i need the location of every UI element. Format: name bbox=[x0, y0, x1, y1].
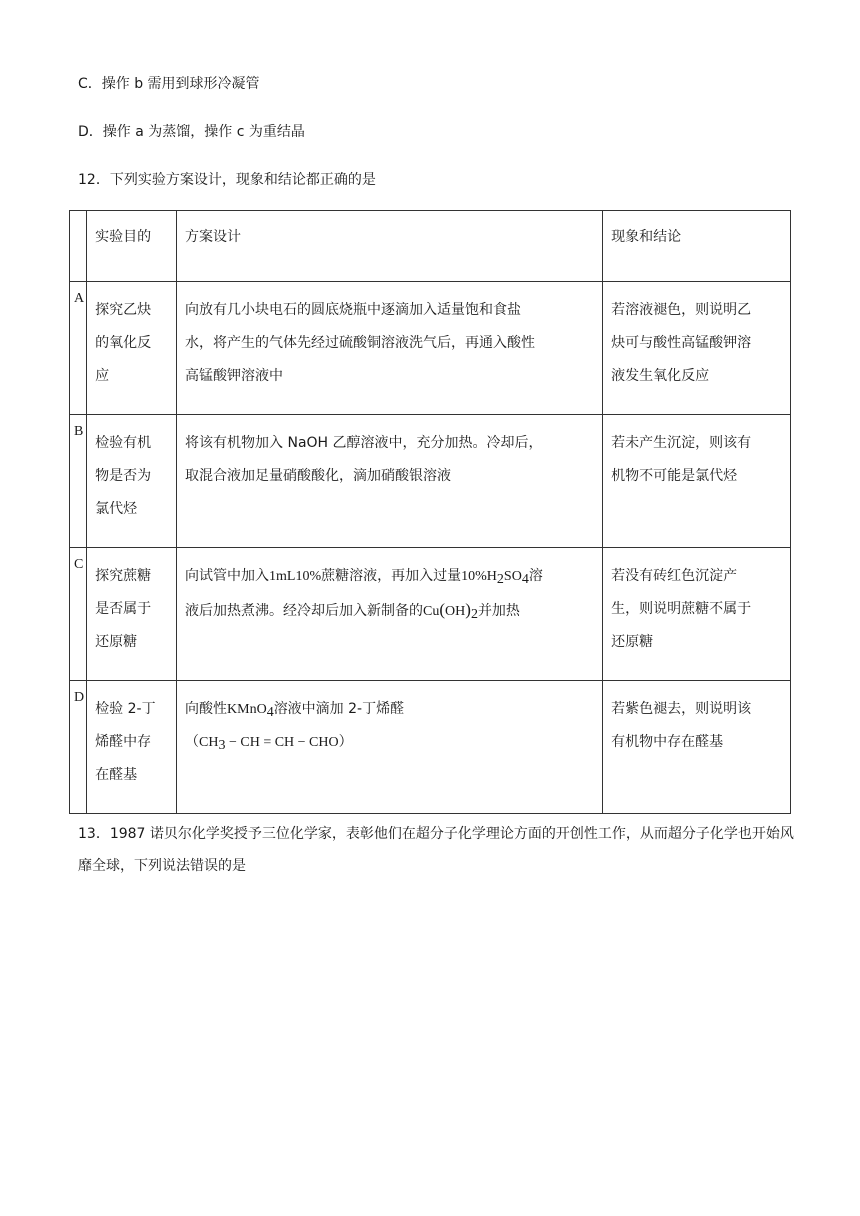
table-header-row bbox=[70, 211, 791, 282]
header-design: 方案设计 bbox=[177, 211, 603, 282]
header-purpose: 实验目的 bbox=[87, 211, 177, 282]
experiment-table bbox=[69, 210, 791, 814]
row-conclusion: 若未产生沉淀，则该有 机物不可能是氯代烃 bbox=[603, 415, 791, 548]
row-label: A bbox=[70, 282, 87, 415]
header-conclusion: 现象和结论 bbox=[603, 211, 791, 282]
row-label: B bbox=[70, 415, 87, 548]
row-purpose: 检验 2-丁 烯醛中存 在醛基 bbox=[87, 681, 177, 814]
row-conclusion: 若没有砖红色沉淀产 生，则说明蔗糖不属于 还原糖 bbox=[603, 548, 791, 681]
row-design: 向试管中加入1mL10%蔗糖溶液，再加入过量$10\%H_2SO_4$溶 液后加热煮沸。经冷却后加入新制备的$Cu(OH)_2$并加热 bbox=[177, 548, 603, 681]
row-purpose: 探究乙炔 的氧化反 应 bbox=[87, 282, 177, 415]
question-13-stem: 13．1987 诺贝尔化学奖授予三位化学家，表彰他们在超分子化学理论方面的开创性工作，从而超分子化学也开始风靡全球，下列说法错误的是 bbox=[78, 826, 794, 874]
row-label: C bbox=[70, 548, 87, 681]
header-label bbox=[70, 211, 87, 282]
table-row bbox=[70, 415, 791, 548]
row-conclusion: 若溶液褪色，则说明乙 炔可与酸性高锰酸钾溶 液发生氧化反应 bbox=[603, 282, 791, 415]
row-purpose: 探究蔗糖 是否属于 还原糖 bbox=[87, 548, 177, 681]
row-label: D bbox=[70, 681, 87, 814]
option-c: C．操作 b 需用到球形冷凝管 bbox=[78, 76, 260, 92]
row-design: 将该有机物加入 NaOH 乙醇溶液中，充分加热。冷却后， 取混合液加足量硝酸酸化，滴加硝酸银溶液 bbox=[177, 415, 603, 548]
row-purpose: 检验有机 物是否为 氯代烃 bbox=[87, 415, 177, 548]
row-design: 向放有几小块电石的圆底烧瓶中逐滴加入适量饱和食盐 水，将产生的气体先经过硫酸铜溶液洗气后，再通入酸性 高锰酸钾溶液中 bbox=[177, 282, 603, 415]
table-row bbox=[70, 681, 791, 814]
question-12-stem: 12．下列实验方案设计，现象和结论都正确的是 bbox=[78, 172, 376, 188]
table-row bbox=[70, 282, 791, 415]
row-design: 向酸性KMnO$_4$溶液中滴加 2-丁烯醛 （$CH_3$ − CH = CH − CHO） bbox=[177, 681, 603, 814]
row-conclusion: 若紫色褪去，则说明该 有机物中存在醛基 bbox=[603, 681, 791, 814]
option-d: D．操作 a 为蒸馏，操作 c 为重结晶 bbox=[78, 124, 305, 140]
table-row bbox=[70, 548, 791, 681]
